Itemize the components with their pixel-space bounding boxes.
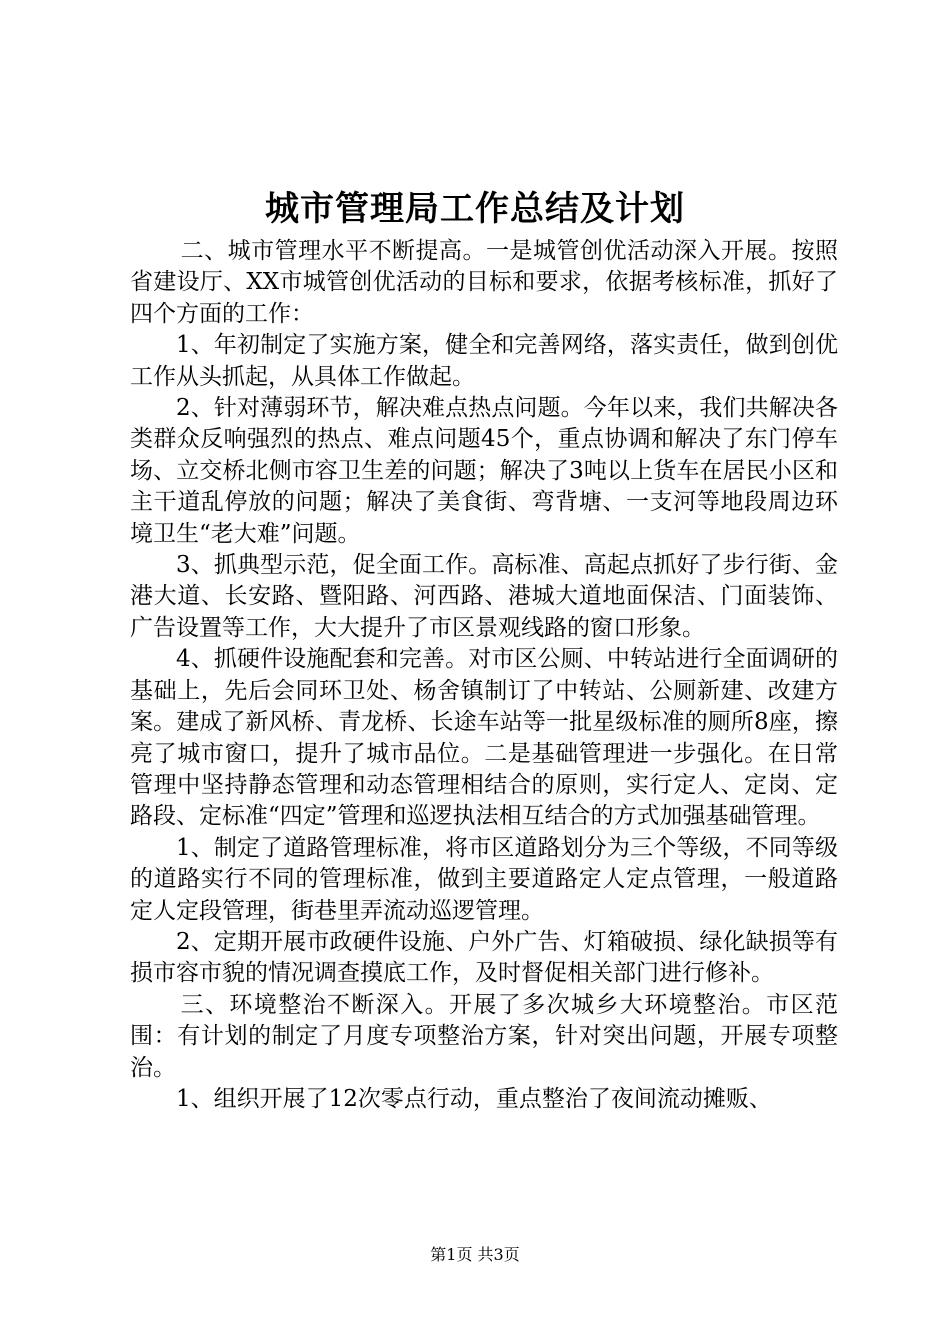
paragraph: 1、组织开展了12次零点行动，重点整治了夜间流动摊贩、 [176,1085,772,1112]
paragraph: 4、抓硬件设施配套和完善。对市区公厕、中转站进行全面调研的基础上，先后会同环卫处、杨舍镇制订了中转站、公厕新建、改建方案。建成了新风桥、青龙桥、长途车站等一批星级标准的厕所8座，擦亮了城市窗口，提升了城市品位。二是基础管理进一步强化。在日常管理中坚持静态管理和动态管理相结合的原则，实行定人、定岗、定路段、定标准“四定”管理和巡逻执法相互结合的方式加强基础管理。 [130,646,838,830]
paragraph: 1、制定了道路管理标准，将市区道路划分为三个等级，不同等级的道路实行不同的管理标准，做到主要道路定人定点管理，一般道路定人定段管理，街巷里弄流动巡逻管理。 [130,834,838,924]
page-number: 第1页 共3页 [430,1245,520,1264]
paragraph: 2、针对薄弱环节，解决难点热点问题。今年以来，我们共解决各类群众反响强烈的热点、难点问题45个，重点协调和解决了东门停车场、立交桥北侧市容卫生差的问题；解决了3吨以上货车在居民小区和主干道乱停放的问题；解决了美食街、弯背塘、一支河等地段周边环境卫生“老大难”问题。 [130,395,838,547]
paragraph: 3、抓典型示范，促全面工作。高标准、高起点抓好了步行街、金港大道、长安路、暨阳路、河西路、港城大道地面保洁、门面装饰、广告设置等工作，大大提升了市区景观线路的窗口形象。 [130,552,838,641]
document-body [130,236,838,1115]
paragraph: 2、定期开展市政硬件设施、户外广告、灯箱破损、绿化缺损等有损市容市貌的情况调查摸底工作，及时督促相关部门进行修补。 [130,928,838,987]
document-title: 城市管理局工作总结及计划 [265,189,685,229]
paragraph: 二、城市管理水平不断提高。一是城管创优活动深入开展。按照省建设厅、XX市城管创优活动的目标和要求，依据考核标准，抓好了四个方面的工作： [130,238,838,327]
paragraph: 三、环境整治不断深入。开展了多次城乡大环境整治。市区范围：有计划的制定了月度专项整治方案，针对突出问题，开展专项整治。 [130,991,838,1081]
paragraph: 1、年初制定了实施方案，健全和完善网络，落实责任，做到创优工作从头抓起，从具体工作做起。 [130,332,838,390]
